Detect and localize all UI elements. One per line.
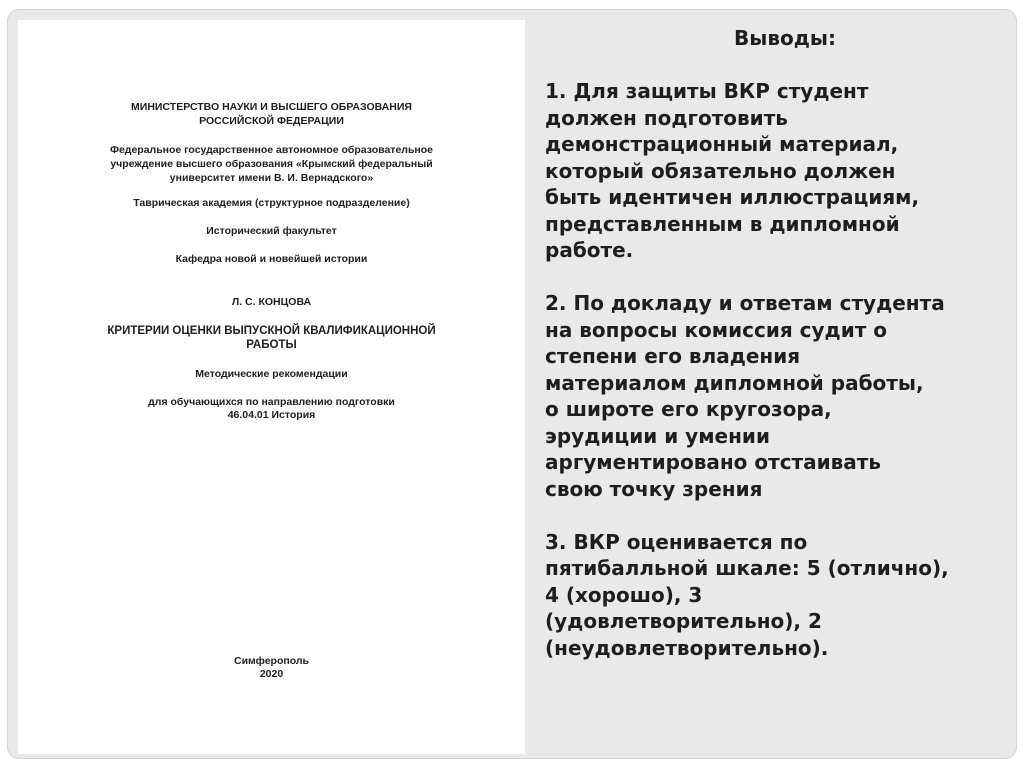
city-line: Симферополь bbox=[233, 655, 309, 667]
conclusion-item-3: 3. ВКР оценивается по пятибалльной шкале: 5 (отлично), 4 (хорошо), 3 (удовлетворительно), 2 (неудовлетворительно). bbox=[545, 529, 949, 660]
ministry-line-2: РОССИЙСКОЙ ФЕДЕРАЦИИ bbox=[199, 115, 344, 127]
conclusions-heading: Выводы: bbox=[734, 26, 836, 50]
academy-line: Таврическая академия (структурное подразделение) bbox=[133, 197, 410, 209]
year-line: 2020 bbox=[259, 668, 284, 680]
author-line: Л. С. КОНЦОВА bbox=[231, 296, 312, 308]
conclusion-item-1: 1. Для защиты ВКР студент должен подготовить демонстрационный материал, который обязательно должен быть идентичен иллюстрациям, представленным в дипломной работе. bbox=[545, 79, 920, 262]
doc-title-line-2: РАБОТЫ bbox=[246, 339, 297, 351]
institution-line-1: Федеральное государственное автономное образовательное bbox=[109, 144, 434, 156]
ministry-line-1: МИНИСТЕРСТВО НАУКИ И ВЫСШЕГО ОБРАЗОВАНИЯ bbox=[131, 101, 412, 113]
doc-type-line: Методические рекомендации bbox=[195, 368, 348, 380]
conclusion-item-2: 2. По докладу и ответам студента на вопросы комиссия судит о степени его владения материалом дипломной работы, о широте его кругозора, эрудиции и умении аргументировано отстаивать свою точку зрения bbox=[545, 291, 945, 501]
document-title-page bbox=[18, 20, 525, 754]
audience-line-2: 46.04.01 История bbox=[227, 409, 316, 421]
slide bbox=[7, 9, 1017, 759]
doc-title-line-1: КРИТЕРИИ ОЦЕНКИ ВЫПУСКНОЙ КВАЛИФИКАЦИОННОЙ bbox=[107, 325, 436, 337]
faculty-line: Исторический факультет bbox=[206, 225, 337, 237]
audience-line-1: для обучающихся по направлению подготовки bbox=[148, 396, 395, 408]
institution-line-2: учреждение высшего образования «Крымский федеральный bbox=[110, 158, 433, 170]
department-line: Кафедра новой и новейшей истории bbox=[175, 253, 368, 265]
conclusions-text bbox=[545, 25, 1005, 688]
institution-line-3: университет имени В. И. Вернадского» bbox=[169, 172, 374, 184]
